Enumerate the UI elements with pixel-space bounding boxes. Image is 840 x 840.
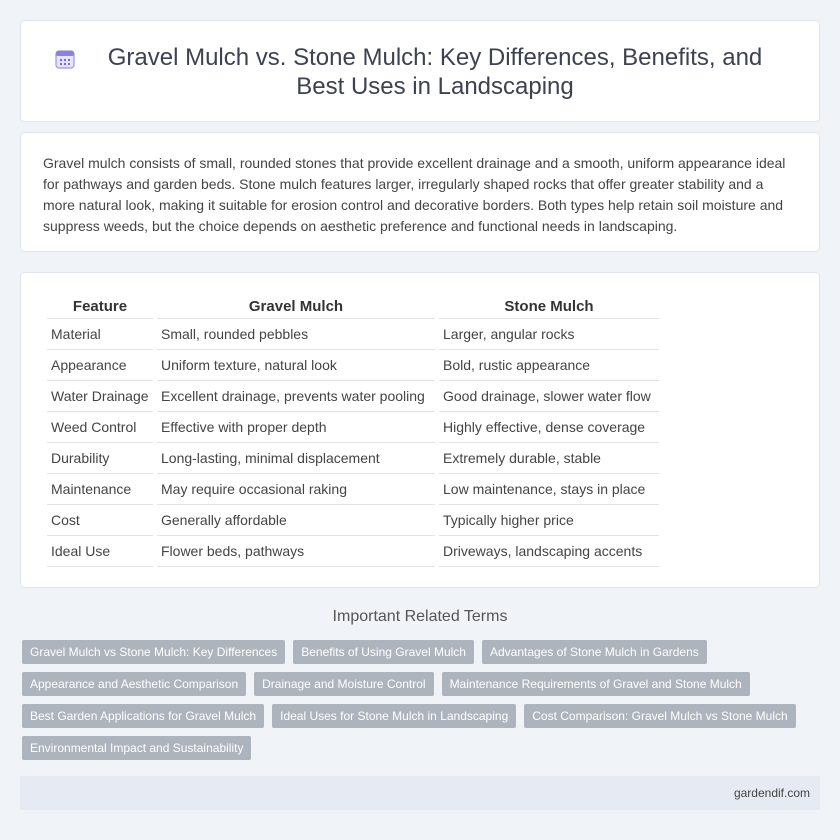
cell-gravel: Small, rounded pebbles [157, 319, 435, 350]
cell-stone: Low maintenance, stays in place [439, 474, 659, 505]
table-header-row [47, 295, 659, 319]
cell-feature: Material [47, 319, 153, 350]
intro-paragraph: Gravel mulch consists of small, rounded stones that provide excellent drainage and a smooth, uniform appearance ideal for pathways and garden beds. Stone mulch features larger, irregularly shaped rocks that offer greater stability and a more natural look, making it suitable for erosion control and decorative borders. Both types help retain soil moisture and suppress weeds, but the choice depends on aesthetic preference and functional needs in landscaping. [43, 155, 786, 234]
table-row [47, 319, 659, 350]
cell-feature: Durability [47, 443, 153, 474]
related-term-tag[interactable]: Drainage and Moisture Control [254, 672, 433, 696]
cell-feature: Water Drainage [47, 381, 153, 412]
comparison-card [20, 272, 820, 588]
table-row [47, 412, 659, 443]
table-row [47, 474, 659, 505]
related-term-tag[interactable]: Environmental Impact and Sustainability [22, 736, 251, 760]
cell-stone: Highly effective, dense coverage [439, 412, 659, 443]
related-term-tag[interactable]: Advantages of Stone Mulch in Gardens [482, 640, 707, 664]
intro-card [20, 132, 820, 252]
related-term-tag[interactable]: Benefits of Using Gravel Mulch [293, 640, 474, 664]
related-term-tag[interactable]: Ideal Uses for Stone Mulch in Landscaping [272, 704, 516, 728]
cell-feature: Maintenance [47, 474, 153, 505]
related-terms-heading: Important Related Terms [332, 608, 508, 625]
related-term-tag[interactable]: Appearance and Aesthetic Comparison [22, 672, 246, 696]
related-terms-list [22, 640, 812, 760]
cell-feature: Ideal Use [47, 536, 153, 567]
cell-feature: Appearance [47, 350, 153, 381]
cell-gravel: May require occasional raking [157, 474, 435, 505]
cell-stone: Bold, rustic appearance [439, 350, 659, 381]
cell-gravel: Flower beds, pathways [157, 536, 435, 567]
header-feature: Feature [47, 295, 153, 319]
title-card [20, 20, 820, 122]
table-row [47, 381, 659, 412]
cell-gravel: Excellent drainage, prevents water pooling [157, 381, 435, 412]
related-term-tag[interactable]: Cost Comparison: Gravel Mulch vs Stone Mulch [524, 704, 795, 728]
title-wrap [21, 43, 819, 101]
calendar-icon [53, 47, 77, 71]
related-term-tag[interactable]: Gravel Mulch vs Stone Mulch: Key Differences [22, 640, 285, 664]
cell-stone: Extremely durable, stable [439, 443, 659, 474]
cell-gravel: Generally affordable [157, 505, 435, 536]
header-stone-mulch: Stone Mulch [439, 295, 659, 319]
cell-gravel: Effective with proper depth [157, 412, 435, 443]
cell-stone: Larger, angular rocks [439, 319, 659, 350]
header-gravel-mulch: Gravel Mulch [157, 295, 435, 319]
cell-stone: Good drainage, slower water flow [439, 381, 659, 412]
cell-feature: Weed Control [47, 412, 153, 443]
related-term-tag[interactable]: Maintenance Requirements of Gravel and Stone Mulch [442, 672, 750, 696]
table-row [47, 505, 659, 536]
site-name[interactable]: gardendif.com [733, 786, 810, 800]
table-row [47, 536, 659, 567]
related-term-tag[interactable]: Best Garden Applications for Gravel Mulch [22, 704, 264, 728]
table-row [47, 350, 659, 381]
cell-stone: Driveways, landscaping accents [439, 536, 659, 567]
page-title: Gravel Mulch vs. Stone Mulch: Key Differences, Benefits, and Best Uses in Landscaping [107, 44, 763, 100]
cell-stone: Typically higher price [439, 505, 659, 536]
table-row [47, 443, 659, 474]
cell-gravel: Uniform texture, natural look [157, 350, 435, 381]
comparison-table [43, 295, 663, 567]
cell-gravel: Long-lasting, minimal displacement [157, 443, 435, 474]
cell-feature: Cost [47, 505, 153, 536]
footer [20, 776, 820, 810]
